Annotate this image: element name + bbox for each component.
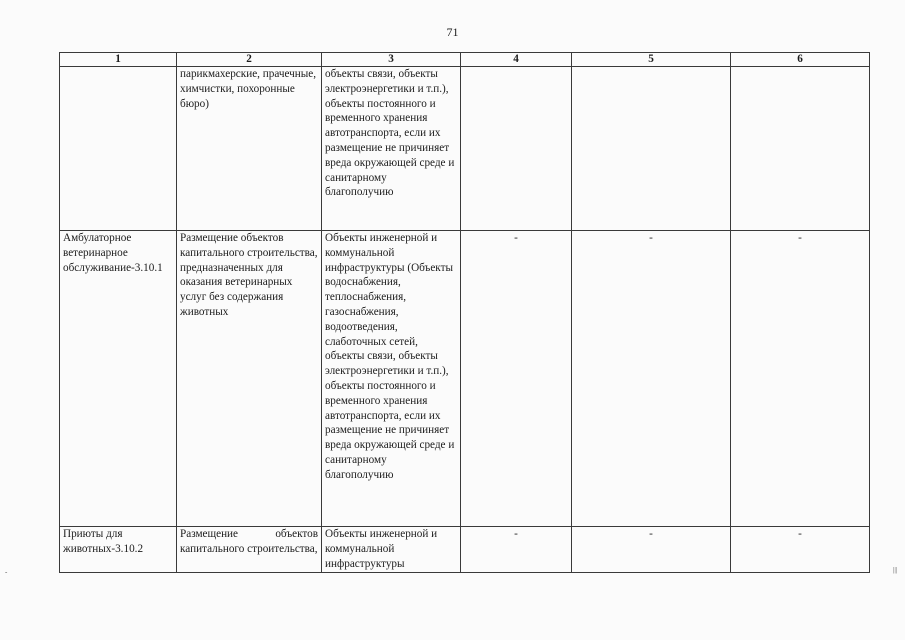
cell-permitted-use: Приюты для животных-3.10.2 (60, 527, 177, 573)
table-row (60, 67, 870, 231)
cell-auxiliary-objects: Объекты инженерной и коммунальной инфраструктуры (Объекты водоснабжения, теплоснабжения, газоснабжения, водоотведения, слаботочных сетей, объекты связи, объекты электроэнергетики и т.п.), объекты постоянного и временного хранения автотранспорта, если их размещение не причиняет вреда окружающей среде и санитарному благополучию (322, 231, 461, 527)
left-margin-mark: - (5, 568, 8, 576)
right-margin-mark: ||| (893, 566, 898, 574)
cell-permitted-use (60, 67, 177, 231)
column-header-5: 5 (572, 53, 731, 67)
zoning-table (59, 52, 870, 573)
table-header-row (60, 53, 870, 67)
cell-col6 (731, 67, 870, 231)
column-header-2: 2 (177, 53, 322, 67)
cell-use-description: парикмахерские, прачечные, химчистки, похоронные бюро) (177, 67, 322, 231)
column-header-3: 3 (322, 53, 461, 67)
cell-col4: - (461, 527, 572, 573)
cell-col6: - (731, 527, 870, 573)
column-header-4: 4 (461, 53, 572, 67)
table-row (60, 527, 870, 573)
cell-auxiliary-objects: объекты связи, объекты электроэнергетики и т.п.), объекты постоянного и временного хранения автотранспорта, если их размещение не причиняет вреда окружающей среде и санитарному благополучию (322, 67, 461, 231)
cell-auxiliary-objects: Объекты инженерной и коммунальной инфраструктуры (322, 527, 461, 573)
cell-col5: - (572, 231, 731, 527)
table-row (60, 231, 870, 527)
cell-permitted-use: Амбулаторное ветеринарное обслуживание-3.10.1 (60, 231, 177, 527)
page-number: 71 (446, 25, 459, 39)
cell-col5: - (572, 527, 731, 573)
cell-col6: - (731, 231, 870, 527)
cell-use-description: Размещение объектов капитального строительства, (177, 527, 322, 573)
cell-use-description: Размещение объектов капитального строительства, предназначенных для оказания ветеринарных услуг без содержания животных (177, 231, 322, 527)
cell-col5 (572, 67, 731, 231)
cell-col4 (461, 67, 572, 231)
column-header-6: 6 (731, 53, 870, 67)
cell-col4: - (461, 231, 572, 527)
column-header-1: 1 (60, 53, 177, 67)
